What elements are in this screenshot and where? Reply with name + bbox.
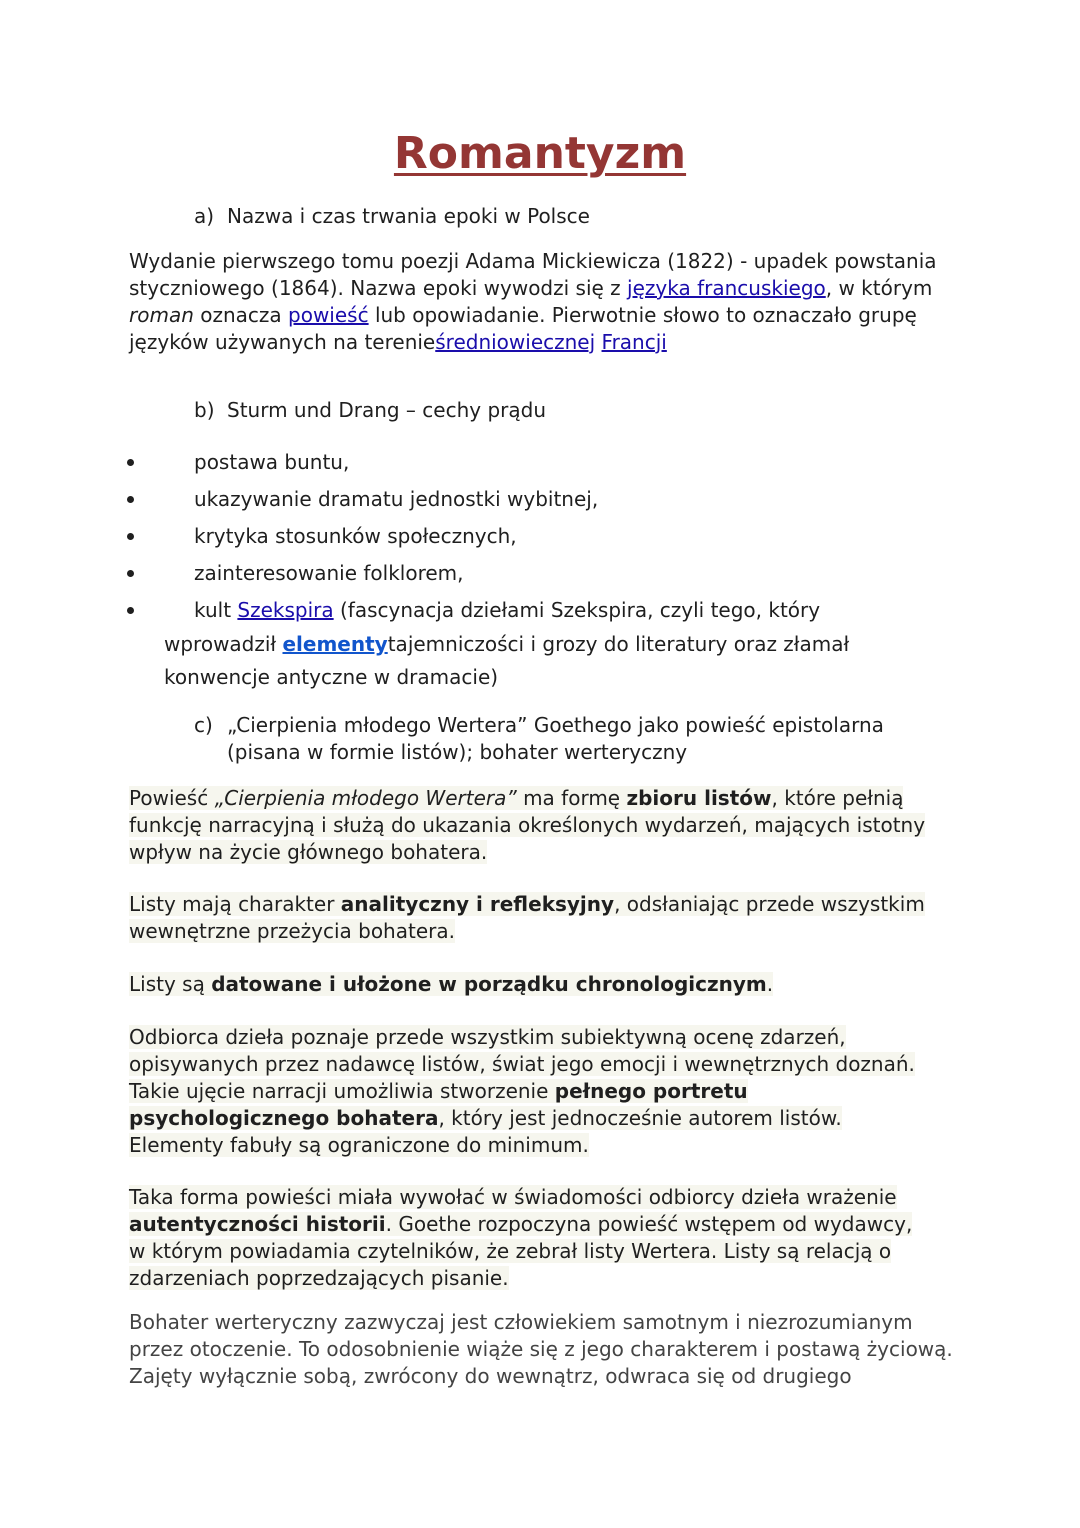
link-jezyka-francuskiego[interactable]: języka francuskiego [627,276,826,300]
highlighted-text [129,1185,912,1290]
text-run: Wydanie pierwszego tomu poezji Adama Mickiewicza (1822) - upadek powstania styczniowego (1864). Nazwa epoki wywodzi się z [129,249,937,300]
section-a-marker: a) [194,204,215,228]
link-elementy[interactable]: elementy [282,632,388,656]
paragraph-character [129,891,929,945]
text-run: ma formę [516,786,627,810]
section-c-heading [194,712,914,766]
text-run: Taka forma powieści miała wywołać w świadomości odbiorcy dzieła wrażenie [129,1185,897,1209]
text-run: , w którym [825,276,933,300]
list-item-text [194,597,820,624]
paragraph-chronology [129,971,959,998]
emphasis-roman: roman [129,303,194,327]
bold-text: pełnego portretu psychologicznego bohatera [129,1079,748,1130]
text-run: . Goethe rozpoczyna powieść wstępem od wydawcy, w którym powiadamia czytelników, że zebrał listy Wertera. Listy są relacją o zdarzeniach poprzedzających pisanie. [129,1212,913,1290]
link-powiesc[interactable]: powieść [288,303,369,327]
highlighted-text [129,972,773,996]
section-c-heading-text: „Cierpienia młodego Wertera” Goethego jako powieść epistolarna (pisana w formie listów); bohater werteryczny [227,713,884,764]
paragraph-reader [129,1024,924,1159]
text-run: , które pełnią funkcję narracyjną i służą do ukazania określonych wydarzeń, mających istotny wpływ na życie głównego bohatera. [129,786,926,864]
section-b-heading-text: Sturm und Drang – cechy prądu [227,398,547,422]
section-a-paragraph [129,248,949,356]
text-run: , odsłaniając przede wszystkim wewnętrzne przeżycia bohatera. [129,892,925,943]
list-item [0,449,1080,486]
section-a-heading [194,203,590,230]
list-item-text: krytyka stosunków społecznych, [194,524,517,548]
section-a-heading-text: Nazwa i czas trwania epoki w Polsce [227,204,590,228]
page-title [0,126,1080,182]
bullet-icon [127,570,134,577]
section-b-marker: b) [194,398,215,422]
bullet-icon [127,607,134,614]
text-run: . [766,972,774,996]
highlighted-text [129,1025,915,1157]
highlighted-text [129,892,925,943]
section-b-heading [194,397,546,424]
list-item-text: zainteresowanie folklorem, [194,561,464,585]
list-item [0,560,1080,597]
text-run: Powieść [129,786,215,810]
bold-text: autentyczności historii [129,1212,386,1236]
link-francji[interactable]: Francji [601,330,667,354]
paragraph-werther-hero: Bohater werteryczny zazwyczaj jest człowiekiem samotnym i niezrozumianym przez otoczenie. To odosobnienie wiąże się z jego charakterem i postawą życiową. Zajęty wyłącznie sobą, zwrócony do wewnątrz, odwraca się od drugiego [129,1310,953,1388]
link-szekspira[interactable]: Szekspira [237,598,334,622]
section-c-marker: c) [194,713,213,737]
list-item [0,486,1080,523]
text-run: wprowadził [164,632,283,656]
bold-text: zbioru listów [626,786,772,810]
text-run: , który jest jednocześnie autorem listów. Elementy fabuły są ograniczone do minimum. [129,1106,842,1157]
text-run: Listy są [129,972,212,996]
highlighted-text [129,786,925,864]
text-run: oznacza [193,303,289,327]
text-run: lub opowiadanie. Pierwotnie słowo to oznaczało grupę języków używanych na terenie [129,303,917,354]
emphasis-title: „Cierpienia młodego Wertera” [214,786,517,810]
bullet-icon [127,459,134,466]
text-run: (fascynacja dziełami Szekspira, czyli tego, który [333,598,821,622]
text-run: tajemniczości i grozy do literatury oraz złamał konwencje antyczne w dramacie) [164,632,850,689]
list-item-text: postawa buntu, [194,450,350,474]
bold-text: datowane i ułożone w porządku chronologicznym [211,972,767,996]
paragraph-form [129,785,929,866]
text-run: kult [194,598,238,622]
features-list [0,449,1080,634]
bold-text: analityczny i refleksyjny [340,892,615,916]
title-text: Romantyzm [393,128,687,179]
list-item-text: ukazywanie dramatu jednostki wybitnej, [194,487,599,511]
link-sredniowiecznej[interactable]: średniowiecznej [435,330,596,354]
list-item [0,523,1080,560]
bullet-icon [127,533,134,540]
text-run: Odbiorca dzieła poznaje przede wszystkim subiektywną ocenę zdarzeń, opisywanych przez nadawcę listów, świat jego emocji i wewnętrznych doznań. Takie ujęcie narracji umożliwia stworzenie [129,1025,915,1103]
bullet-icon [127,496,134,503]
paragraph-authenticity [129,1184,919,1292]
list-item-continuation [164,628,884,694]
text-run: Listy mają charakter [129,892,341,916]
